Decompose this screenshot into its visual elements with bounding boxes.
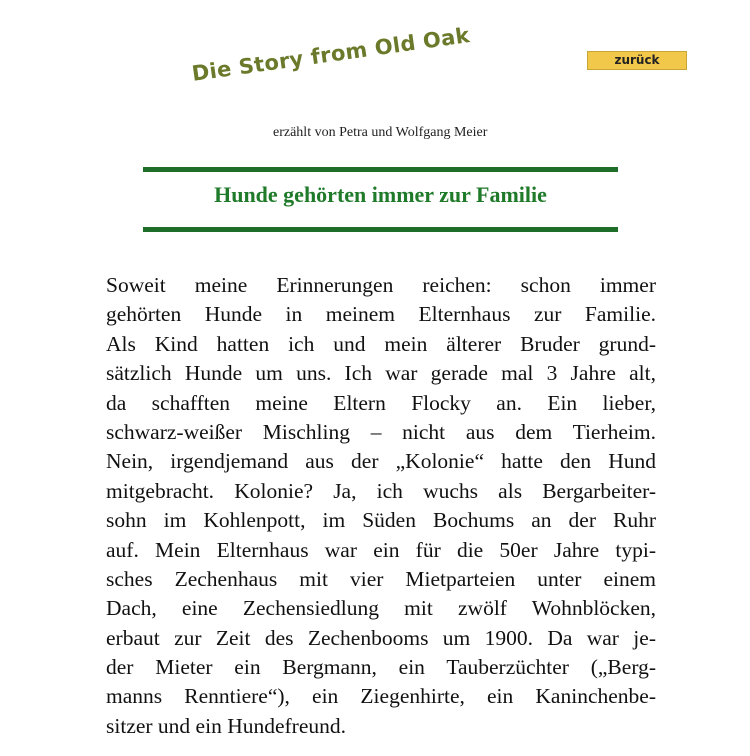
headline-rule-bottom [143,227,618,232]
article-headline: Hunde gehörten immer zur Familie [214,182,547,207]
body-line: mitgebracht. Kolonie? Ja, ich wuchs als Bergarbeiter- [106,478,656,503]
body-line: manns Renntiere“), ein Ziegenhirte, ein Kaninchenbe- [106,684,656,709]
body-line: Soweit meine Erinnerungen reichen: schon immer [106,273,656,297]
body-line: auf. Mein Elternhaus war ein für die 50er Jahre typi- [106,537,656,562]
body-line: sohn im Kohlenpott, im Süden Bochums an der Ruhr [106,508,656,533]
site-title: Die Story from Old Oak [190,23,472,86]
body-line: sätzlich Hunde um uns. Ich war gerade mal 3 Jahre alt, [106,361,656,386]
body-line: der Mieter ein Bergmann, ein Tauberzüchter („Berg- [106,655,656,680]
body-line: sitzer und ein Hundefreund. [106,713,347,738]
body-line: Nein, irgendjemand aus der „Kolonie“ hatte den Hund [106,449,656,474]
byline: erzählt von Petra und Wolfgang Meier [273,125,488,140]
body-line: gehörten Hunde in meinem Elternhaus zur Familie. [106,302,656,327]
body-line: sches Zechenhaus mit vier Mietparteien unter einem [106,566,656,591]
body-line: Dach, eine Zechensiedlung mit zwölf Wohnblöcken, [106,596,656,621]
body-line: erbaut zur Zeit des Zechenbooms um 1900. Da war je- [106,625,656,650]
back-button[interactable]: zurück [587,51,687,70]
headline-rule-top [143,167,618,172]
body-line: schwarz-weißer Mischling – nicht aus dem Tierheim. [106,419,656,444]
body-line: Als Kind hatten ich und mein älterer Bruder grund- [106,331,656,356]
article-body [106,271,656,741]
body-line: da schafften meine Eltern Flocky an. Ein lieber, [106,390,656,415]
